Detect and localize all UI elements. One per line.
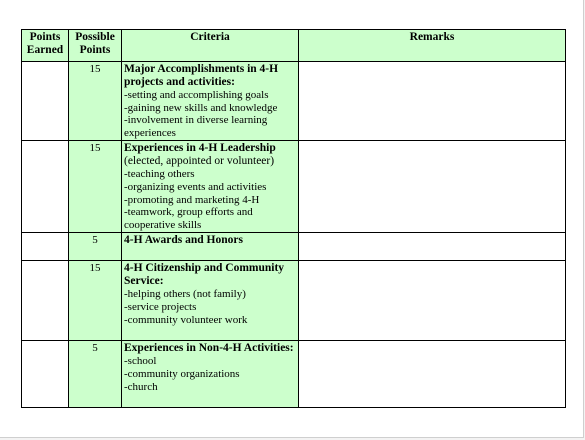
criteria-subtitle: (elected, appointed or volunteer) [124, 155, 275, 168]
criteria-item: -helping others (not family) [124, 288, 246, 301]
criteria-item: -community volunteer work [124, 313, 248, 326]
criteria-item: -organizing events and activities [124, 180, 267, 193]
table-row [22, 261, 566, 341]
criteria-item: -community organizations [124, 367, 240, 380]
criteria-cell [122, 141, 299, 233]
table-row [22, 62, 566, 141]
possible-points-cell: 15 [69, 261, 122, 341]
header-points-earned-line2: Earned [26, 43, 64, 56]
possible-points-cell: 15 [69, 62, 122, 141]
remarks-cell[interactable] [299, 233, 566, 261]
criteria-item: -teaching others [124, 168, 195, 181]
header-points-earned-line1: Points [29, 31, 61, 43]
points-earned-cell[interactable] [22, 141, 69, 233]
scoring-rubric-table [21, 29, 566, 408]
criteria-title: 4-H Awards and Honors [124, 234, 243, 247]
table-row [22, 141, 566, 233]
points-earned-cell[interactable] [22, 62, 69, 141]
criteria-item: -teamwork, group efforts and cooperative skills [124, 206, 253, 231]
criteria-item: -service projects [124, 300, 197, 313]
criteria-item: -setting and accomplishing goals [124, 89, 269, 101]
header-possible-points [69, 30, 122, 62]
criteria-title: Experiences in 4-H Leadership [124, 142, 276, 155]
criteria-cell [122, 62, 299, 141]
criteria-cell [122, 341, 299, 408]
criteria-cell [122, 233, 299, 261]
remarks-cell[interactable] [299, 62, 566, 141]
possible-points-cell: 15 [69, 141, 122, 233]
header-row [22, 30, 566, 62]
remarks-cell[interactable] [299, 141, 566, 233]
criteria-item: -involvement in diverse learning experiences [124, 114, 268, 139]
criteria-cell [122, 261, 299, 341]
header-points-earned [22, 30, 69, 62]
possible-points-cell: 5 [69, 233, 122, 261]
table-row [22, 341, 566, 408]
remarks-cell[interactable] [299, 341, 566, 408]
remarks-cell[interactable] [299, 261, 566, 341]
table-row [22, 233, 566, 261]
possible-points-cell: 5 [69, 341, 122, 408]
criteria-title: Experiences in Non-4-H Activities: [124, 342, 294, 355]
points-earned-cell[interactable] [22, 233, 69, 261]
criteria-item: -school [124, 355, 157, 368]
criteria-item: -church [124, 380, 158, 393]
points-earned-cell[interactable] [22, 261, 69, 341]
header-possible-points-line2: Points [79, 43, 111, 56]
points-earned-cell[interactable] [22, 341, 69, 408]
criteria-item: -gaining new skills and knowledge [124, 101, 278, 114]
criteria-title: Major Accomplishments in 4-H projects and activities: [124, 63, 279, 88]
header-possible-points-line1: Possible [75, 31, 115, 43]
criteria-title: 4-H Citizenship and Community Service: [124, 262, 285, 288]
header-criteria: Criteria [122, 30, 299, 62]
header-remarks: Remarks [299, 30, 566, 62]
criteria-item: -promoting and marketing 4-H [124, 193, 260, 206]
